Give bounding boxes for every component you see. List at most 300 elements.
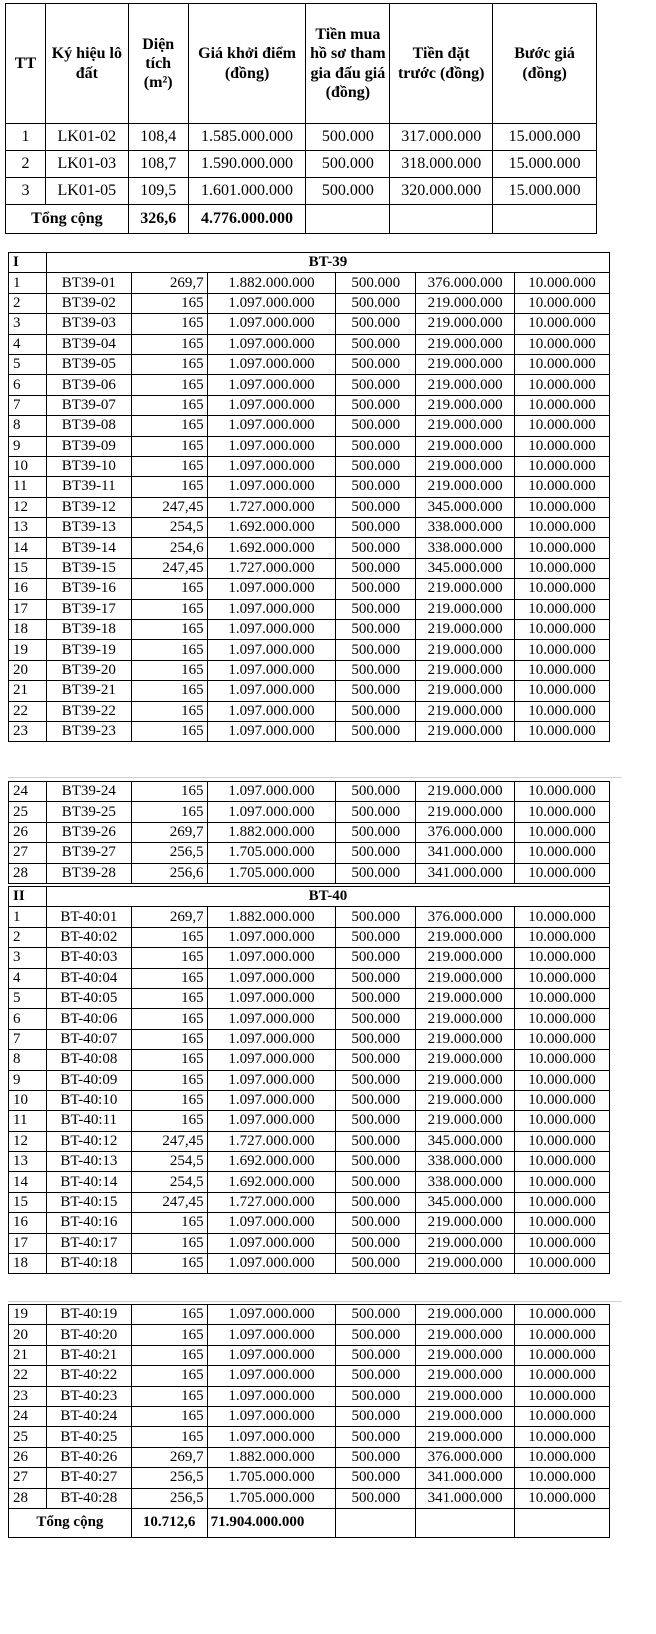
header-cell: Giá khởi điểm (đồng) (188, 4, 306, 124)
table-row (9, 802, 610, 822)
row-number: 12 (9, 497, 47, 517)
row-number: 21 (9, 681, 47, 701)
dossier-fee: 500.000 (336, 456, 416, 476)
lot-area: 254,5 (131, 1152, 207, 1172)
starting-price: 1.097.000.000 (207, 416, 336, 436)
dossier-fee: 500.000 (336, 1406, 416, 1426)
table-row (9, 968, 610, 988)
dossier-fee: 500.000 (336, 721, 416, 741)
price-step: 10.000.000 (515, 701, 610, 721)
dossier-fee: 500.000 (336, 558, 416, 578)
price-step: 10.000.000 (515, 802, 610, 822)
price-step: 10.000.000 (515, 927, 610, 947)
price-step: 10.000.000 (515, 375, 610, 395)
price-step: 10.000.000 (515, 1090, 610, 1110)
row-number: 24 (9, 782, 47, 802)
price-step: 10.000.000 (515, 395, 610, 415)
grand-total-label: Tổng cộng (9, 1508, 132, 1537)
header-cell: TT (6, 4, 46, 124)
deposit: 219.000.000 (416, 927, 515, 947)
price-step: 10.000.000 (515, 1345, 610, 1365)
page-break-line (8, 1301, 622, 1302)
empty-cell (493, 205, 597, 234)
row-number: 22 (9, 701, 47, 721)
lot-area: 256,5 (131, 1468, 207, 1488)
row-number: 7 (9, 395, 47, 415)
table-row (9, 456, 610, 476)
table-row (9, 579, 610, 599)
price-step: 10.000.000 (515, 1050, 610, 1070)
dossier-fee: 500.000 (336, 802, 416, 822)
deposit: 345.000.000 (416, 497, 515, 517)
grand-total-row (9, 1508, 610, 1537)
lot-code: BT39-22 (46, 701, 131, 721)
lot-area: 165 (131, 660, 207, 680)
lot-area: 165 (131, 1366, 207, 1386)
lot-code: BT39-27 (46, 843, 131, 863)
table-row (9, 948, 610, 968)
price-step: 10.000.000 (515, 1406, 610, 1426)
dossier-fee: 500.000 (336, 1233, 416, 1253)
row-number: 25 (9, 802, 47, 822)
row-number: 11 (9, 477, 47, 497)
table-row (9, 518, 610, 538)
deposit: 219.000.000 (416, 599, 515, 619)
lot-area: 165 (131, 721, 207, 741)
bt40-body-part1 (9, 887, 610, 1274)
price-step: 10.000.000 (515, 558, 610, 578)
dossier-fee: 500.000 (336, 1070, 416, 1090)
row-number: 16 (9, 1213, 47, 1233)
dossier-fee: 500.000 (336, 681, 416, 701)
starting-price: 1.727.000.000 (207, 1131, 336, 1151)
starting-price: 1.097.000.000 (207, 1325, 336, 1345)
lot-area: 165 (131, 599, 207, 619)
lot-code: BT39-14 (46, 538, 131, 558)
header-cell: Bước giá (đồng) (493, 4, 597, 124)
dossier-fee: 500.000 (336, 843, 416, 863)
dossier-fee: 500.000 (336, 314, 416, 334)
price-step: 10.000.000 (515, 1192, 610, 1212)
price-step: 10.000.000 (515, 579, 610, 599)
table-row (9, 701, 610, 721)
lot-code: BT39-23 (46, 721, 131, 741)
row-number: 20 (9, 660, 47, 680)
deposit: 219.000.000 (416, 782, 515, 802)
lot-code: BT-40:25 (46, 1427, 131, 1447)
price-step: 10.000.000 (515, 1152, 610, 1172)
starting-price: 1.097.000.000 (207, 599, 336, 619)
row-number: 20 (9, 1325, 47, 1345)
lot-area: 254,5 (131, 518, 207, 538)
dossier-fee: 500.000 (336, 1386, 416, 1406)
table-row (9, 375, 610, 395)
row-number: 7 (9, 1029, 47, 1049)
starting-price: 1.097.000.000 (207, 456, 336, 476)
dossier-fee: 500.000 (336, 1254, 416, 1274)
starting-price: 1.097.000.000 (207, 1233, 336, 1253)
row-number: 28 (9, 863, 47, 883)
dossier-fee: 500.000 (336, 497, 416, 517)
row-number: 1 (9, 273, 47, 293)
lot-code: BT-40:07 (46, 1029, 131, 1049)
lot-code: BT39-06 (46, 375, 131, 395)
starting-price: 1.692.000.000 (207, 1172, 336, 1192)
grand-total-price: 71.904.000.000 (207, 1508, 336, 1537)
dossier-fee: 500.000 (336, 1427, 416, 1447)
row-number: 10 (9, 456, 47, 476)
lot-code: BT-40:04 (46, 968, 131, 988)
dossier-fee: 500.000 (336, 354, 416, 374)
price-step: 10.000.000 (515, 1447, 610, 1467)
deposit: 219.000.000 (416, 660, 515, 680)
price-step: 10.000.000 (515, 1488, 610, 1508)
starting-price: 1.097.000.000 (207, 293, 336, 313)
deposit: 317.000.000 (390, 124, 493, 151)
lot-area: 165 (131, 802, 207, 822)
price-step: 15.000.000 (493, 178, 597, 205)
price-step: 10.000.000 (515, 1172, 610, 1192)
section-header-row (9, 253, 610, 273)
section-number: I (9, 253, 47, 273)
lot-area: 165 (131, 1406, 207, 1426)
row-number: 27 (9, 843, 47, 863)
starting-price: 1.097.000.000 (207, 579, 336, 599)
price-step: 10.000.000 (515, 907, 610, 927)
lot-code: BT39-28 (46, 863, 131, 883)
deposit: 345.000.000 (416, 1131, 515, 1151)
deposit: 219.000.000 (416, 579, 515, 599)
dossier-fee: 500.000 (336, 1305, 416, 1325)
row-number: 4 (9, 968, 47, 988)
table-row (9, 1192, 610, 1212)
deposit: 219.000.000 (416, 640, 515, 660)
deposit: 219.000.000 (416, 436, 515, 456)
lot-code: BT-40:21 (46, 1345, 131, 1365)
section-header-row (9, 887, 610, 907)
deposit: 219.000.000 (416, 1345, 515, 1365)
lot-area: 247,45 (131, 1131, 207, 1151)
starting-price: 1.705.000.000 (207, 1468, 336, 1488)
lot-area: 165 (131, 1111, 207, 1131)
bt39-body-part2 (9, 782, 610, 884)
row-number: 21 (9, 1345, 47, 1365)
lot-area: 165 (131, 782, 207, 802)
lot-area: 165 (131, 354, 207, 374)
price-step: 10.000.000 (515, 1233, 610, 1253)
deposit: 219.000.000 (416, 1070, 515, 1090)
price-step: 10.000.000 (515, 843, 610, 863)
table-row (9, 681, 610, 701)
table-row (9, 1427, 610, 1447)
lot-code: BT-40:23 (46, 1386, 131, 1406)
lot-code: BT39-12 (46, 497, 131, 517)
price-step: 10.000.000 (515, 988, 610, 1008)
lot-code: BT39-07 (46, 395, 131, 415)
table-row (9, 354, 610, 374)
starting-price: 1.097.000.000 (207, 1070, 336, 1090)
deposit: 219.000.000 (416, 721, 515, 741)
total-row (6, 205, 597, 234)
starting-price: 1.097.000.000 (207, 988, 336, 1008)
lot-area: 108,7 (128, 151, 188, 178)
deposit: 219.000.000 (416, 354, 515, 374)
table-row (9, 1029, 610, 1049)
lot-code: BT-40:12 (46, 1131, 131, 1151)
row-number: 14 (9, 538, 47, 558)
price-step: 10.000.000 (515, 273, 610, 293)
table-row (9, 558, 610, 578)
deposit: 341.000.000 (416, 1488, 515, 1508)
price-step: 10.000.000 (515, 1468, 610, 1488)
dossier-fee: 500.000 (306, 151, 390, 178)
dossier-fee: 500.000 (336, 1172, 416, 1192)
dossier-fee: 500.000 (336, 1050, 416, 1070)
dossier-fee: 500.000 (336, 477, 416, 497)
lot-code: BT-40:01 (46, 907, 131, 927)
total-label: Tổng cộng (6, 205, 129, 234)
dossier-fee: 500.000 (336, 782, 416, 802)
lot-area: 165 (131, 701, 207, 721)
starting-price: 1.097.000.000 (207, 1305, 336, 1325)
page-break-line (8, 777, 622, 778)
lot-area: 247,45 (131, 1192, 207, 1212)
header-cell: Tiền mua hồ sơ tham gia đấu giá (đồng) (306, 4, 390, 124)
lot-area: 165 (131, 1254, 207, 1274)
bt39-body-part1 (9, 253, 610, 742)
row-number: 2 (6, 151, 46, 178)
row-number: 1 (6, 124, 46, 151)
price-step: 10.000.000 (515, 518, 610, 538)
lot-code: BT39-09 (46, 436, 131, 456)
lot-code: BT39-26 (46, 822, 131, 842)
table-row (9, 1213, 610, 1233)
deposit: 341.000.000 (416, 1468, 515, 1488)
deposit: 219.000.000 (416, 1009, 515, 1029)
deposit: 338.000.000 (416, 1172, 515, 1192)
deposit: 219.000.000 (416, 456, 515, 476)
dossier-fee: 500.000 (336, 1029, 416, 1049)
deposit: 376.000.000 (416, 273, 515, 293)
table-row (9, 1050, 610, 1070)
deposit: 219.000.000 (416, 1233, 515, 1253)
table-row (9, 1152, 610, 1172)
starting-price: 1.097.000.000 (207, 1009, 336, 1029)
lot-code: BT-40:26 (46, 1447, 131, 1467)
row-number: 5 (9, 988, 47, 1008)
starting-price: 1.882.000.000 (207, 907, 336, 927)
lot-area: 269,7 (131, 1447, 207, 1467)
table-row (9, 620, 610, 640)
row-number: 24 (9, 1406, 47, 1426)
starting-price: 1.097.000.000 (207, 1406, 336, 1426)
table-row (9, 1070, 610, 1090)
row-number: 10 (9, 1090, 47, 1110)
row-number: 8 (9, 1050, 47, 1070)
starting-price: 1.097.000.000 (207, 1050, 336, 1070)
table-row (9, 1325, 610, 1345)
lot-area: 165 (131, 1050, 207, 1070)
row-number: 2 (9, 293, 47, 313)
lot-area: 165 (131, 436, 207, 456)
deposit: 338.000.000 (416, 1152, 515, 1172)
price-step: 10.000.000 (515, 1427, 610, 1447)
price-step: 10.000.000 (515, 1366, 610, 1386)
lot-area: 256,6 (131, 863, 207, 883)
price-step: 10.000.000 (515, 660, 610, 680)
table-row (9, 1345, 610, 1365)
empty-cell (416, 1508, 515, 1537)
dossier-fee: 500.000 (336, 579, 416, 599)
lot-area: 254,6 (131, 538, 207, 558)
lot-code: BT39-03 (46, 314, 131, 334)
lot-area: 165 (131, 416, 207, 436)
row-number: 15 (9, 1192, 47, 1212)
lot-code: BT-40:17 (46, 1233, 131, 1253)
dossier-fee: 500.000 (336, 1447, 416, 1467)
dossier-fee: 500.000 (336, 416, 416, 436)
table-row (9, 314, 610, 334)
price-step: 10.000.000 (515, 1254, 610, 1274)
lot-code: BT-40:05 (46, 988, 131, 1008)
starting-price: 1.097.000.000 (207, 314, 336, 334)
dossier-fee: 500.000 (336, 1009, 416, 1029)
starting-price: 1.727.000.000 (207, 558, 336, 578)
deposit: 219.000.000 (416, 1427, 515, 1447)
lot-code: BT-40:06 (46, 1009, 131, 1029)
table-row (9, 988, 610, 1008)
lot-area: 165 (131, 334, 207, 354)
deposit: 219.000.000 (416, 1406, 515, 1426)
lot-area: 165 (131, 968, 207, 988)
lot-code: BT39-20 (46, 660, 131, 680)
lot-code: BT39-02 (46, 293, 131, 313)
price-step: 10.000.000 (515, 968, 610, 988)
lot-area: 165 (131, 1325, 207, 1345)
row-number: 23 (9, 1386, 47, 1406)
dossier-fee: 500.000 (336, 907, 416, 927)
starting-price: 1.097.000.000 (207, 375, 336, 395)
header-row (6, 4, 597, 124)
deposit: 219.000.000 (416, 314, 515, 334)
table-row (9, 1254, 610, 1274)
deposit: 318.000.000 (390, 151, 493, 178)
starting-price: 1.097.000.000 (207, 968, 336, 988)
dossier-fee: 500.000 (336, 988, 416, 1008)
dossier-fee: 500.000 (336, 1152, 416, 1172)
lot-area: 269,7 (131, 822, 207, 842)
table-row (9, 822, 610, 842)
table-row (6, 151, 597, 178)
deposit: 219.000.000 (416, 1254, 515, 1274)
grand-total-area: 10.712,6 (131, 1508, 207, 1537)
lot-code: BT-40:27 (46, 1468, 131, 1488)
starting-price: 1.727.000.000 (207, 497, 336, 517)
lot-code: BT-40:20 (46, 1325, 131, 1345)
dossier-fee: 500.000 (306, 124, 390, 151)
price-step: 10.000.000 (515, 436, 610, 456)
price-step: 10.000.000 (515, 314, 610, 334)
row-number: 12 (9, 1131, 47, 1151)
price-step: 10.000.000 (515, 1305, 610, 1325)
price-step: 10.000.000 (515, 681, 610, 701)
price-step: 10.000.000 (515, 354, 610, 374)
deposit: 219.000.000 (416, 1213, 515, 1233)
deposit: 219.000.000 (416, 1050, 515, 1070)
starting-price: 1.585.000.000 (188, 124, 306, 151)
dossier-fee: 500.000 (306, 178, 390, 205)
table-row (9, 907, 610, 927)
deposit: 341.000.000 (416, 843, 515, 863)
lot-code: BT-40:08 (46, 1050, 131, 1070)
row-number: 23 (9, 721, 47, 741)
starting-price: 1.097.000.000 (207, 1029, 336, 1049)
lot-code: BT39-19 (46, 640, 131, 660)
dossier-fee: 500.000 (336, 701, 416, 721)
lot-area: 165 (131, 1427, 207, 1447)
price-step: 10.000.000 (515, 863, 610, 883)
dossier-fee: 500.000 (336, 620, 416, 640)
header-cell: Tiền đặt trước (đồng) (390, 4, 493, 124)
section-title: BT-40 (46, 887, 609, 907)
lot-code: BT39-17 (46, 599, 131, 619)
lot-code: BT39-18 (46, 620, 131, 640)
table-row (9, 1233, 610, 1253)
starting-price: 1.705.000.000 (207, 863, 336, 883)
deposit: 219.000.000 (416, 988, 515, 1008)
starting-price: 1.097.000.000 (207, 1254, 336, 1274)
starting-price: 1.692.000.000 (207, 518, 336, 538)
dossier-fee: 500.000 (336, 375, 416, 395)
row-number: 1 (9, 907, 47, 927)
deposit: 219.000.000 (416, 416, 515, 436)
deposit: 219.000.000 (416, 477, 515, 497)
price-step: 10.000.000 (515, 1029, 610, 1049)
deposit: 219.000.000 (416, 948, 515, 968)
dossier-fee: 500.000 (336, 1192, 416, 1212)
bt40-body-part2 (9, 1305, 610, 1509)
lot-area: 165 (131, 314, 207, 334)
lot-area: 165 (131, 293, 207, 313)
starting-price: 1.097.000.000 (207, 436, 336, 456)
section-number: II (9, 887, 47, 907)
table-row (9, 1447, 610, 1467)
starting-price: 1.097.000.000 (207, 334, 336, 354)
dossier-fee: 500.000 (336, 599, 416, 619)
table-row (9, 721, 610, 741)
lot-code: BT-40:11 (46, 1111, 131, 1131)
starting-price: 1.882.000.000 (207, 273, 336, 293)
table-row (9, 1406, 610, 1426)
dossier-fee: 500.000 (336, 1488, 416, 1508)
deposit: 338.000.000 (416, 538, 515, 558)
total-price: 4.776.000.000 (188, 205, 306, 234)
price-step: 10.000.000 (515, 599, 610, 619)
dossier-fee: 500.000 (336, 1213, 416, 1233)
empty-cell (306, 205, 390, 234)
lot-area: 165 (131, 1090, 207, 1110)
dossier-fee: 500.000 (336, 1345, 416, 1365)
dossier-fee: 500.000 (336, 1468, 416, 1488)
price-step: 10.000.000 (515, 456, 610, 476)
header-cell: Ký hiệu lô đất (45, 4, 128, 124)
lot-area: 165 (131, 579, 207, 599)
row-number: 15 (9, 558, 47, 578)
deposit: 219.000.000 (416, 681, 515, 701)
row-number: 18 (9, 620, 47, 640)
table-row (9, 273, 610, 293)
price-step: 10.000.000 (515, 1111, 610, 1131)
